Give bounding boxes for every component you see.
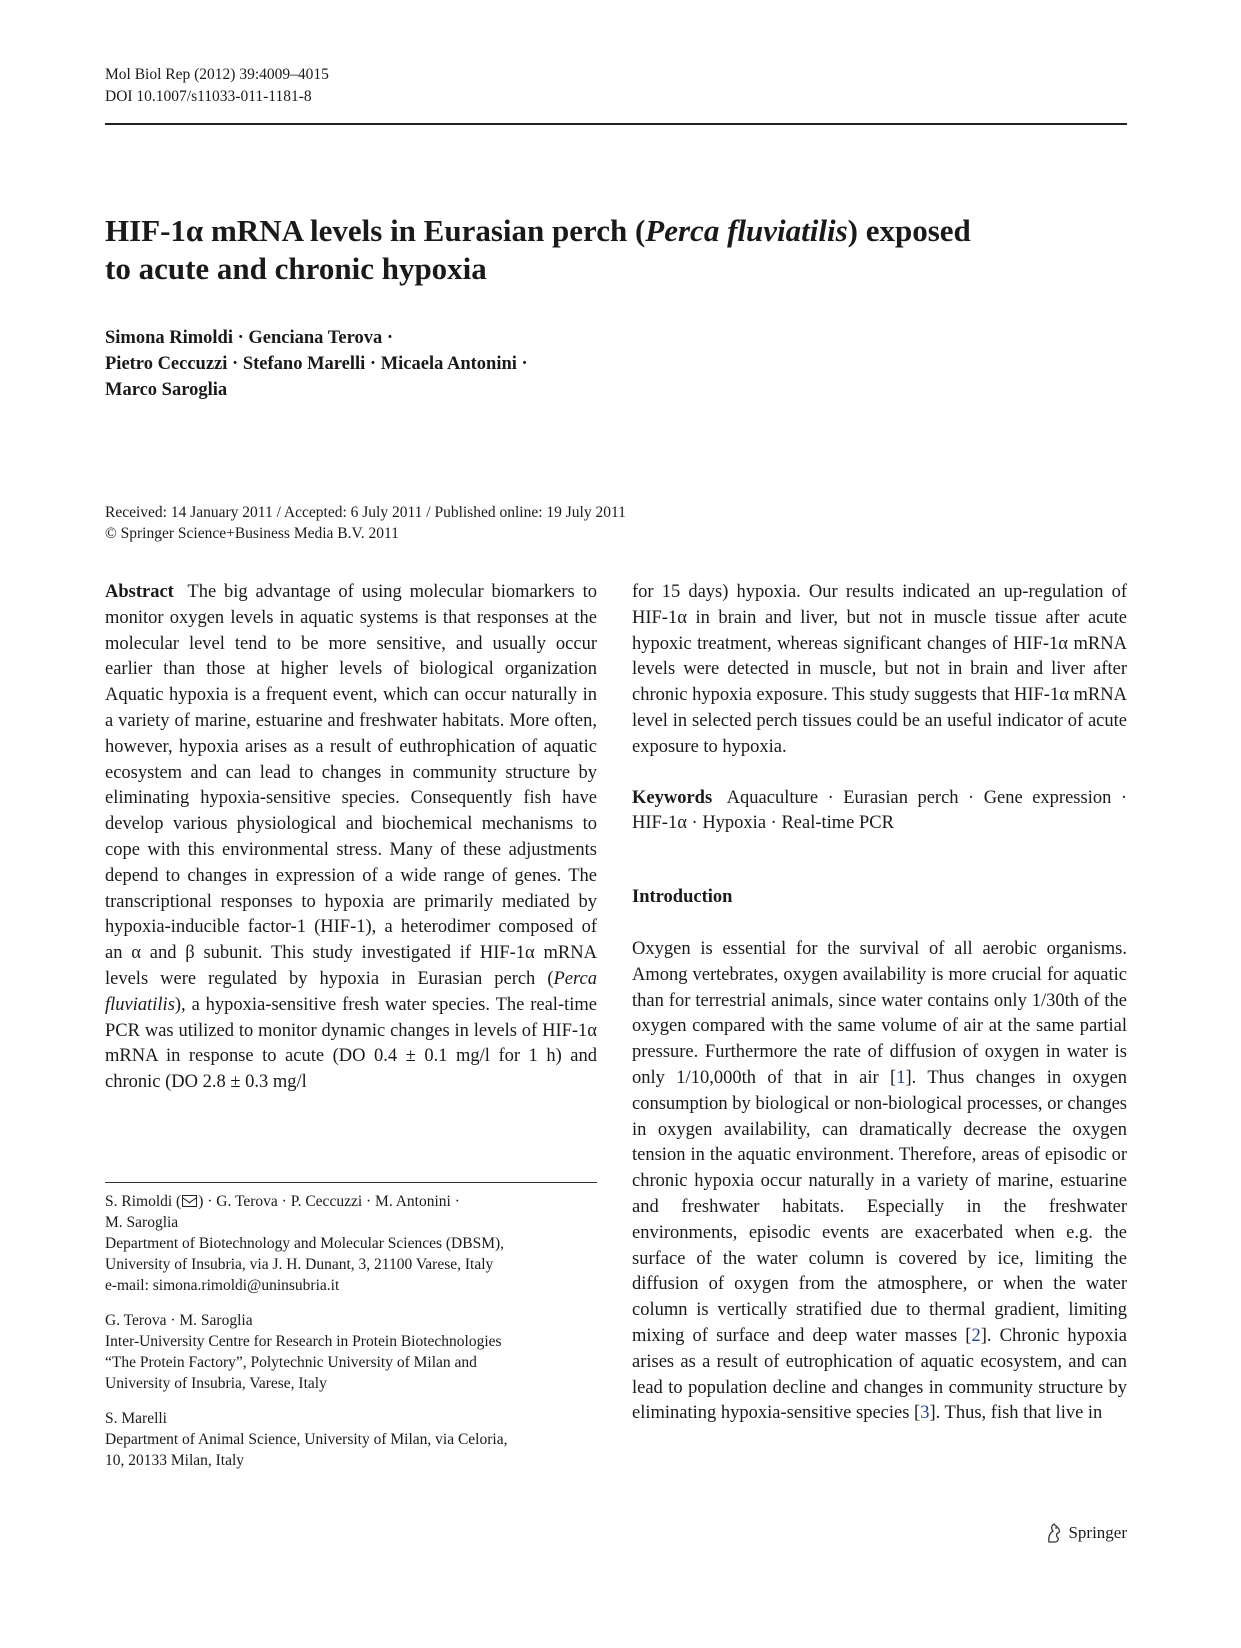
header-rule (105, 123, 1127, 125)
publisher-logo (1045, 1522, 1127, 1544)
citation-link[interactable]: 1 (896, 1067, 906, 1088)
article-dates (105, 502, 626, 544)
title-species: Perca fluviatilis (645, 213, 848, 248)
springer-horse-icon (1045, 1522, 1063, 1544)
affiliation-3: S. Marelli Department of Animal Science, University of Milan, via Celoria, 10, 20133 Milan, Italy (105, 1410, 508, 1469)
footnote-rule (105, 1182, 597, 1183)
right-column (632, 580, 1127, 1427)
mail-icon (182, 1195, 197, 1207)
abstract: Abstract The big advantage of using molecular biomarkers to monitor oxygen levels in aquatic systems is that responses at the molecular level tend to be more sensitive, and usually occur earlier than those at higher levels of biological organization Aquatic hypoxia is a frequent event, which can occur naturally in a variety of marine, estuarine and freshwater habitats. More often, however, hypoxia arises as a result of euthrophication of aquatic ecosystem and can lead to changes in community structure by eliminating hypoxia-sensitive species. Consequently fish have develop various physiological and biochemical mechanisms to cope with this environmental stress. Many of these adjustments depend to changes in expression of a wide range of genes. The transcriptional responses to hypoxia are primarily mediated by hypoxia-inducible factor-1 (HIF-1), a heterodimer composed of an α and β subunit. This study investigated if HIF-1α mRNA levels were regulated by hypoxia in Eurasian perch (Perca fluviatilis), a hypoxia-sensitive fresh water species. The real-time PCR was utilized to monitor dynamic changes in levels of HIF-1α mRNA in response to acute (DO 0.4 ± 0.1 mg/l for 1 h) and chronic (DO 2.8 ± 0.3 mg/l (105, 582, 597, 1093)
article-title: HIF-1α mRNA levels in Eurasian perch (Perca fluviatilis) exposed to acute and chronic hypoxia (105, 213, 971, 286)
introduction-heading: Introduction (632, 887, 733, 908)
affiliation-2: G. Terova · M. Saroglia Inter-University Centre for Research in Protein Biotechnologies “The Protein Factory”, Polytechnic University of Milan and University of Insubria, Varese, Italy (105, 1312, 502, 1392)
article-history: Received: 14 January 2011 / Accepted: 6 July 2011 / Published online: 19 July 2011 (105, 504, 626, 521)
introduction-text: Oxygen is essential for the survival of all aerobic organisms. Among vertebrates, oxygen availability is more crucial for aquatic than for terrestrial animals, since water contains only 1/30th of the oxygen compared with the same volume of air at the same partial pressure. Furthermore the rate of diffusion of oxygen in water is only 1/10,000th of that in air [1]. Thus changes in oxygen consumption by biological or non-biological processes, or changes in oxygen availability, can dramatically decrease the oxygen tension in the aquatic environment. Therefore, areas of episodic or chronic hypoxia occur naturally in a variety of marine, estuarine and freshwater habitats. Especially in the freshwater environments, episodic events are exacerbated when e.g. the surface of the water column is covered by ice, limiting the diffusion of oxygen from the atmosphere, or when the water column is vertically stratified due to thermal gradient, limiting mixing of surface and deep water masses [2]. Chronic hypoxia arises as a result of eutrophication of aquatic ecosystem, and can lead to population decline and changes in community structure by eliminating hypoxia-sensitive species [3]. Thus, fish that live in (632, 938, 1127, 1424)
journal-doi: DOI 10.1007/s11033-011-1181-8 (105, 88, 312, 105)
publisher-name: Springer (1068, 1523, 1127, 1542)
copyright: © Springer Science+Business Media B.V. 2011 (105, 525, 399, 542)
keywords: Keywords Aquaculture · Eurasian perch · Gene expression · HIF-1α · Hypoxia · Real-time PCR (632, 787, 1127, 834)
journal-header (105, 64, 329, 108)
affiliation-1: S. Rimoldi ( ) · G. Terova · P. Ceccuzzi · M. Antonini · M. Saroglia Department of Biotechnology and Molecular Sciences (DBSM), University of Insubria, via J. H. Dunant, 3, 21100 Varese, Italy e-mail: simona.rimoldi@uninsubria.it (105, 1193, 505, 1294)
affiliations (105, 1191, 597, 1485)
keywords-label: Keywords (632, 787, 713, 808)
author-email[interactable]: e-mail: simona.rimoldi@uninsubria.it (105, 1277, 340, 1294)
author-list: Simona Rimoldi · Genciana Terova · Pietro Ceccuzzi · Stefano Marelli · Micaela Antonini · Marco Saroglia (105, 328, 528, 400)
citation-link[interactable]: 2 (971, 1325, 981, 1346)
citation-link[interactable]: 3 (920, 1403, 930, 1424)
abstract-label: Abstract (105, 582, 174, 602)
abstract-continuation: for 15 days) hypoxia. Our results indicated an up-regulation of HIF-1α in brain and liver, but not in muscle tissue after acute hypoxic treatment, whereas significant changes of HIF-1α mRNA levels were detected in muscle, but not in brain and liver after chronic hypoxia exposure. This study suggests that HIF-1α mRNA level in selected perch tissues could be an useful indicator of acute exposure to hypoxia. (632, 582, 1127, 757)
journal-citation: Mol Biol Rep (2012) 39:4009–4015 (105, 66, 329, 83)
